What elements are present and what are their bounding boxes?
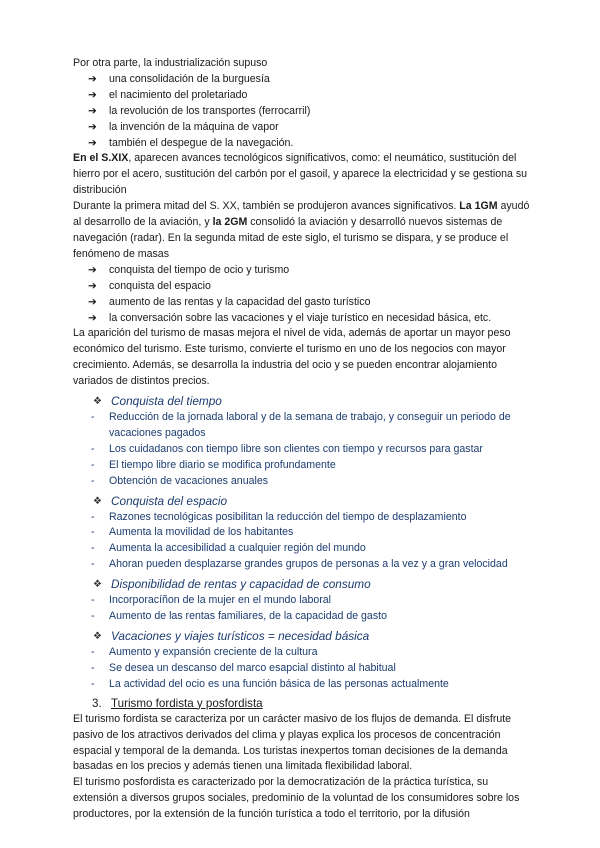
arrow-icon: ➔	[88, 120, 97, 133]
siglo-xix-bold: En el S.XIX	[73, 152, 129, 165]
section-heading: ❖ Disponibilidad de rentas y capacidad de consumo	[93, 577, 371, 592]
list-item: - Incorporacíñon de la mujer en el mundo laboral	[91, 594, 332, 607]
diamond-icon: ❖	[93, 396, 102, 408]
siglo-xx-paragraph: Durante la primera mitad del S. XX, también se produjeron avances significativos. La 1GM ayudó al desarrollo de la aviación, y la 2GM consolidó la aviación y desarrolló nuevos sistemas de navegación (radar). En la segunda mitad de este siglo, el turismo se dispara, y se produce el fenómeno de masas	[73, 200, 530, 260]
arrow-icon: ➔	[88, 311, 97, 324]
list-item: ➔ aumento de las rentas y la capacidad del gasto turístico	[73, 295, 530, 311]
list-item: - Aumento de las rentas familiares, de la capacidad de gasto	[91, 610, 387, 623]
heading-title: Turismo fordista y posfordista	[111, 696, 263, 710]
list-item: - El tiempo libre diario se modifica profundamente	[91, 458, 336, 471]
list-item: ➔ la invención de la máquina de vapor	[73, 120, 530, 136]
section-heading: ❖ Conquista del espacio	[93, 493, 228, 508]
masas-list	[73, 263, 530, 327]
list-item: - Ahoran pueden desplazarse grandes grupos de personas a la vez y a gran velocidad	[91, 558, 508, 571]
diamond-icon: ❖	[93, 579, 102, 591]
list-item: ➔ la revolución de los transportes (ferrocarril)	[73, 104, 530, 120]
arrow-icon: ➔	[88, 136, 97, 149]
industrialization-list	[73, 72, 530, 152]
list-item: ➔ el nacimiento del proletariado	[73, 88, 530, 104]
list-item: - Se desea un descanso del marco esapcial distinto al habitual	[91, 661, 396, 674]
posfordista-paragraph: El turismo posfordista es caracterizado por la democratización de la práctica turística, su extensión a diversos grupos sociales, predominio de la voluntad de los consumidores sobre los productores, por la extensión de la función turística a todo el territorio, por la difusión	[73, 776, 520, 821]
list-item: ➔ conquista del tiempo de ocio y turismo	[73, 263, 530, 279]
arrow-icon: ➔	[88, 72, 97, 85]
section-list	[73, 593, 530, 625]
section-list	[73, 510, 530, 574]
fordista-paragraph: El turismo fordista se caracteriza por un carácter masivo de los flujos de demanda. El disfrute pasivo de los atractivos derivados del clima y playas explica los procesos de concentración espacial y temporal de la demanda. Los turistas inexpertos toman decisiones de la demanda basadas en los precios y además tienen una limitada flexibilidad laboral.	[73, 712, 512, 773]
arrow-icon: ➔	[88, 295, 97, 308]
list-item: - Aumenta la movilidad de los habitantes	[91, 526, 294, 539]
siglo-xix-paragraph: En el S.XIX, aparecen avances tecnológicos significativos, como: el neumático, sustitución del hierro por el acero, sustitución del carbón por el gasoil, y aparece la electricidad y se gestiona su distribución	[73, 152, 528, 197]
section-heading: ❖ Vacaciones y viajes turísticos = necesidad básica	[93, 629, 370, 643]
diamond-icon: ❖	[93, 495, 102, 507]
list-item: ➔ también el despegue de la navegación.	[73, 136, 530, 152]
arrow-icon: ➔	[88, 88, 97, 101]
arrow-icon: ➔	[88, 279, 97, 292]
list-item: ➔ conquista del espacio	[73, 279, 530, 295]
list-item: - La actividad del ocio es una función básica de las personas actualmente	[91, 677, 449, 690]
list-item: ➔ la conversación sobre las vacaciones y el viaje turístico en necesidad básica, etc.	[73, 311, 530, 327]
list-item: - Aumento y expansión creciente de la cultura	[91, 646, 318, 658]
arrow-icon: ➔	[88, 263, 97, 276]
arrow-icon: ➔	[88, 104, 97, 117]
section-list	[73, 410, 530, 490]
list-item: ➔ una consolidación de la burguesía	[73, 72, 530, 88]
list-item: - Reducción de la jornada laboral y de la semana de trabajo, y conseguir un periodo de vacaciones pagados	[91, 411, 511, 439]
list-item: - Aumenta la accesibilidad a cualquier región del mundo	[91, 542, 366, 555]
section-list	[73, 645, 530, 693]
masas-paragraph: La aparición del turismo de masas mejora el nivel de vida, además de aportar un mayor peso económico del turismo. Este turismo, convierte el turismo en uno de los negocios con mayor crecimiento. Además, se desarrolla la industria del ocio y se pueden encontrar alojamiento variados de distintos precios.	[73, 327, 511, 388]
diamond-icon: ❖	[93, 631, 102, 642]
numbered-heading: 3. Turismo fordista y posfordista	[92, 696, 263, 710]
intro-text: Por otra parte, la industrialización supuso	[73, 57, 268, 69]
list-item: - Los cuidadanos con tiempo libre son clientes con tiempo y recursos para gastar	[91, 442, 483, 455]
list-item: - Razones tecnológicas posibilitan la reducción del tiempo de desplazamiento	[91, 510, 467, 523]
list-item: - Obtención de vacaciones anuales	[91, 474, 269, 487]
section-heading: ❖ Conquista del tiempo	[93, 394, 222, 409]
